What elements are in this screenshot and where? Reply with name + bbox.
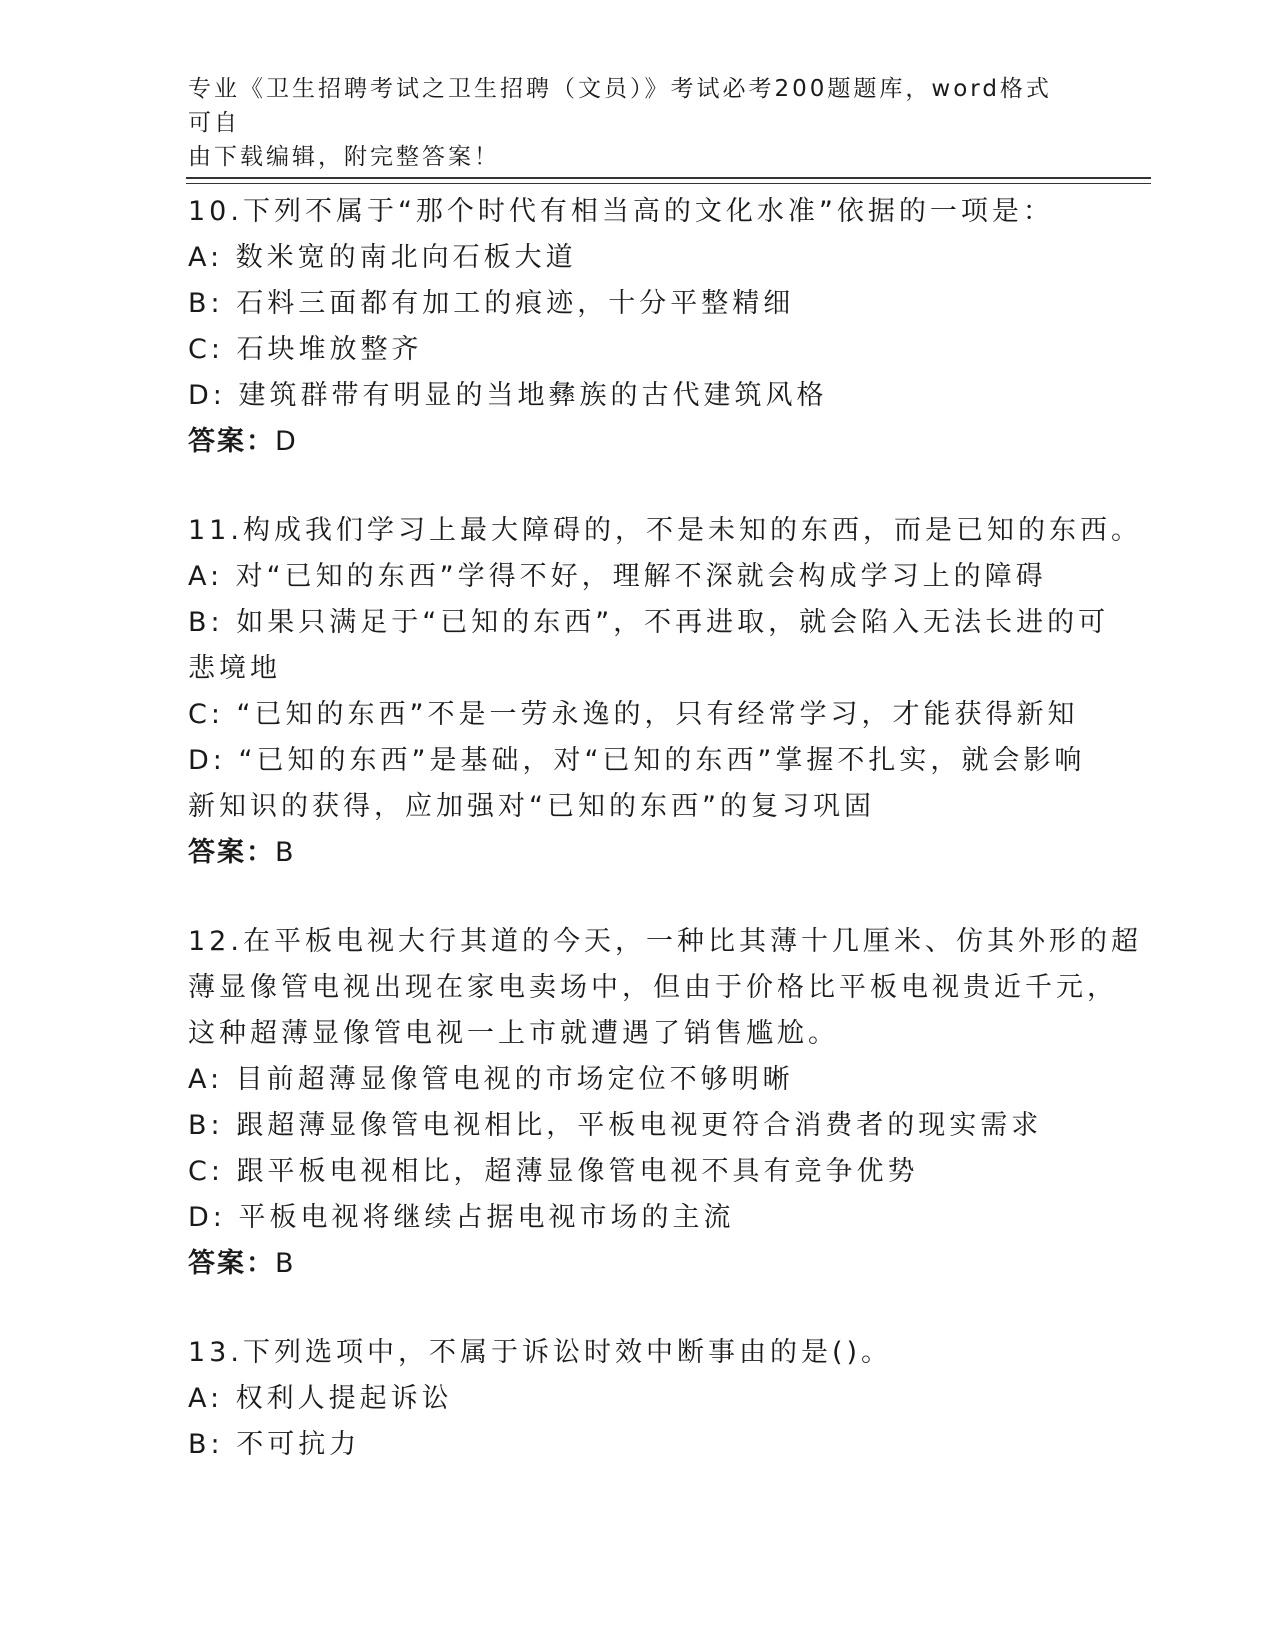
question-option (188, 738, 1086, 830)
option-line: 新知识的获得，应加强对“已知的东西”的复习巩固 (188, 791, 875, 822)
option-line: C: “已知的东西”不是一劳永逸的，只有经常学习，才能获得新知 (188, 699, 1079, 730)
question-option (188, 692, 1079, 738)
option-line: B: 跟超薄显像管电视相比，平板电视更符合消费者的现实需求 (188, 1110, 1043, 1141)
question-option (188, 1103, 1068, 1149)
question-option (188, 281, 1068, 327)
answer-value: D (275, 426, 298, 457)
question-stem-line: 12.在平板电视大行其道的今天，一种比其薄十几厘米、仿其外形的超 (188, 926, 1142, 957)
option-line: B: 如果只满足于“已知的东西”，不再进取，就会陷入无法长进的可 (188, 607, 1110, 638)
question-option (188, 1422, 1068, 1468)
answer-label: 答案： (188, 837, 275, 868)
header-divider-thin (186, 183, 1151, 184)
question-option (188, 1195, 1068, 1241)
question-option (188, 1057, 1068, 1103)
option-line: D: 建筑群带有明显的当地彝族的古代建筑风格 (188, 380, 828, 411)
question-item (188, 508, 1142, 876)
question-stem-line: 13.下列选项中，不属于诉讼时效中断事由的是()。 (188, 1337, 893, 1368)
question-option (188, 235, 1068, 281)
option-line: B: 石料三面都有加工的痕迹，十分平整精细 (188, 288, 795, 319)
question-option (188, 1149, 1068, 1195)
option-line: B: 不可抗力 (188, 1429, 361, 1460)
question-option (188, 1376, 1068, 1422)
option-line: A: 数米宽的南北向石板大道 (188, 242, 577, 273)
answer-label: 答案： (188, 426, 275, 457)
question-item (188, 189, 1068, 465)
option-line: 悲境地 (188, 653, 281, 684)
question-option (188, 554, 1068, 600)
answer-value: B (275, 837, 296, 868)
option-line: C: 跟平板电视相比，超薄显像管电视不具有竞争优势 (188, 1156, 919, 1187)
question-stem-line: 薄显像管电视出现在家电卖场中，但由于价格比平板电视贵近千元， (188, 972, 1118, 1003)
header-divider-thick (186, 177, 1151, 179)
answer-line (188, 830, 1068, 876)
header-line-1: 专业《卫生招聘考试之卫生招聘（文员）》考试必考200题题库，word格式可自 (188, 76, 1052, 136)
answer-line (188, 1241, 1068, 1287)
answer-value: B (275, 1248, 296, 1279)
question-stem-line: 11.构成我们学习上最大障碍的，不是未知的东西，而是已知的东西。 (188, 515, 1142, 546)
question-stem-line: 这种超薄显像管电视一上市就遭遇了销售尴尬。 (188, 1018, 839, 1049)
question-option (188, 600, 1110, 692)
header-line-2: 由下载编辑，附完整答案！ (188, 144, 500, 170)
option-line: D: 平板电视将继续占据电视市场的主流 (188, 1202, 735, 1233)
question-stem-line: 10.下列不属于“那个时代有相当高的文化水准”依据的一项是： (188, 196, 1054, 227)
question-option (188, 373, 1068, 419)
question-item (188, 919, 1142, 1287)
question-list (188, 189, 1142, 1468)
answer-line (188, 419, 1068, 465)
option-line: D: “已知的东西”是基础，对“已知的东西”掌握不扎实，就会影响 (188, 745, 1086, 776)
option-line: A: 对“已知的东西”学得不好，理解不深就会构成学习上的障碍 (188, 561, 1047, 592)
question-item (188, 1330, 1068, 1468)
option-line: C: 石块堆放整齐 (188, 334, 423, 365)
document-header (188, 72, 1068, 174)
option-line: A: 目前超薄显像管电视的市场定位不够明晰 (188, 1064, 794, 1095)
question-option (188, 327, 1068, 373)
answer-label: 答案： (188, 1248, 275, 1279)
option-line: A: 权利人提起诉讼 (188, 1383, 453, 1414)
